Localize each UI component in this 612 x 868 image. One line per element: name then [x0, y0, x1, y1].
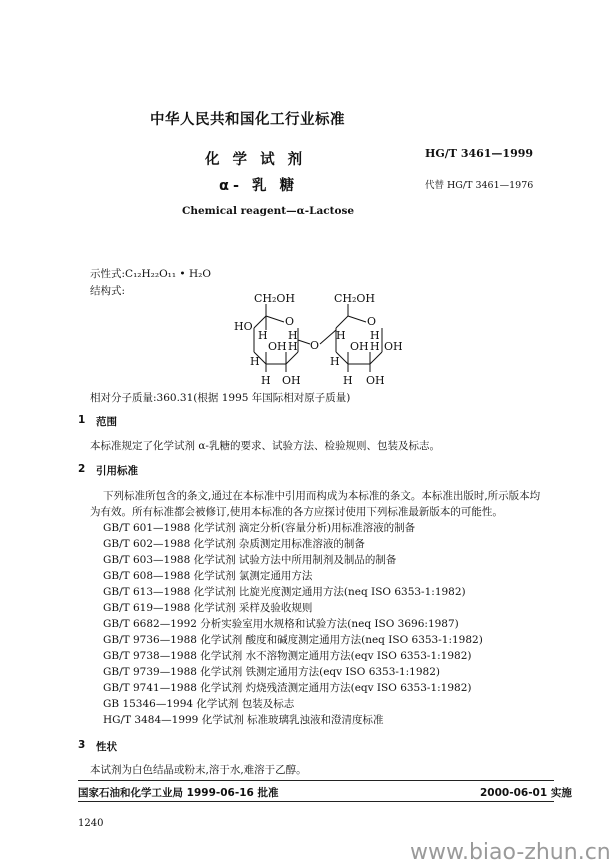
struct-oh: OH — [366, 374, 385, 387]
struct-h: H — [288, 329, 298, 342]
approval-text: 国家石油和化学工业局 1999-06-16 批准 — [78, 787, 279, 799]
reference-item: GB/T 602—1988 化学试剂 杂质测定用标准溶液的制备 — [103, 538, 365, 550]
reference-item: GB/T 9739—1988 化学试剂 铁测定通用方法(eqv ISO 6353-1:1982) — [103, 666, 440, 678]
reference-item: GB/T 613—1988 化学试剂 比旋光度测定通用方法(neq ISO 6353-1:1982) — [103, 586, 466, 598]
section-3-title: 性状 — [96, 741, 117, 753]
struct-o-ring-left: O — [285, 315, 295, 328]
struct-h: H — [370, 340, 380, 353]
struct-h: H — [370, 329, 380, 342]
reference-item: HG/T 3484—1999 化学试剂 标准玻璃乳浊液和澄清度标准 — [103, 714, 384, 726]
title-english: Chemical reagent—α-Lactose — [182, 205, 355, 217]
struct-oh: OH — [268, 340, 287, 353]
lactose-structure-diagram — [228, 292, 404, 390]
reference-item: GB/T 603—1988 化学试剂 试验方法中所用制剂及制品的制备 — [103, 554, 397, 566]
section-2-title: 引用标准 — [96, 465, 138, 477]
struct-ch2oh-left: CH₂OH — [254, 292, 296, 305]
struct-h: H — [250, 355, 260, 368]
title-chinese: 化 学 试 剂 — [205, 152, 307, 168]
reference-item: GB/T 9738—1988 化学试剂 水不溶物测定通用方法(eqv ISO 6353-1:1982) — [103, 650, 472, 662]
replaces-standard: 代替 HG/T 3461—1976 — [425, 180, 534, 191]
struct-h: H — [288, 340, 298, 353]
reference-item: GB 15346—1994 化学试剂 包装及标志 — [103, 698, 295, 710]
section-1-number: 1 — [78, 414, 86, 426]
struct-ch2oh-right: CH₂OH — [334, 292, 376, 305]
reference-item: GB/T 9736—1988 化学试剂 酸度和碱度测定通用方法(neq ISO 6353-1:1982) — [103, 634, 483, 646]
molecular-weight: 相对分子质量:360.31(根据 1995 年国际相对原子质量) — [90, 392, 351, 404]
section-2-intro-cont: 为有效。所有标准都会被修订,使用本标准的各方应探讨使用下列标准最新版本的可能性。 — [90, 506, 503, 518]
footer-rule-top — [78, 780, 554, 781]
struct-o-bridge: O — [310, 339, 320, 352]
struct-oh: OH — [350, 340, 369, 353]
struct-o-ring-right: O — [367, 315, 377, 328]
section-2-number: 2 — [78, 463, 86, 475]
section-2-intro: 下列标准所包含的条文,通过在本标准中引用而构成为本标准的条文。本标准出版时,所示版本均 — [103, 490, 541, 502]
page-number: 1240 — [78, 818, 104, 829]
section-1-title: 范围 — [96, 416, 117, 428]
reference-item: GB/T 6682—1992 分析实验室用水规格和试验方法(neq ISO 3696:1987) — [103, 618, 459, 630]
title-chinese-subject: α- 乳 糖 — [219, 178, 299, 194]
formula-label: 示性式:C₁₂H₂₂O₁₁ • H₂O — [90, 268, 211, 280]
struct-h: H — [261, 374, 271, 387]
struct-oh: OH — [384, 340, 403, 353]
section-1-text: 本标准规定了化学试剂 α-乳糖的要求、试验方法、检验规则、包装及标志。 — [90, 440, 440, 452]
struct-h: H — [343, 374, 353, 387]
struct-h: H — [258, 329, 268, 342]
struct-ho: HO — [234, 320, 253, 333]
struct-h: H — [330, 355, 340, 368]
reference-item: GB/T 601—1988 化学试剂 滴定分析(容量分析)用标准溶液的制备 — [103, 522, 416, 534]
structure-label: 结构式: — [90, 285, 126, 297]
section-3-number: 3 — [78, 739, 86, 751]
section-3-text: 本试剂为白色结晶或粉末,溶于水,难溶于乙醇。 — [90, 764, 307, 776]
footer-rule-bottom — [78, 801, 554, 802]
struct-oh: OH — [282, 374, 301, 387]
reference-item: GB/T 608—1988 化学试剂 氯测定通用方法 — [103, 570, 313, 582]
watermark: www.biao-zhun.cn — [410, 840, 611, 865]
issuing-org-title: 中华人民共和国化工行业标准 — [150, 112, 345, 128]
standard-number: HG/T 3461—1999 — [425, 147, 534, 160]
reference-item: GB/T 619—1988 化学试剂 采样及验收规则 — [103, 602, 313, 614]
reference-item: GB/T 9741—1988 化学试剂 灼烧残渣测定通用方法(eqv ISO 6353-1:1982) — [103, 682, 472, 694]
effective-date: 2000-06-01 实施 — [480, 787, 572, 799]
struct-h: H — [336, 329, 346, 342]
